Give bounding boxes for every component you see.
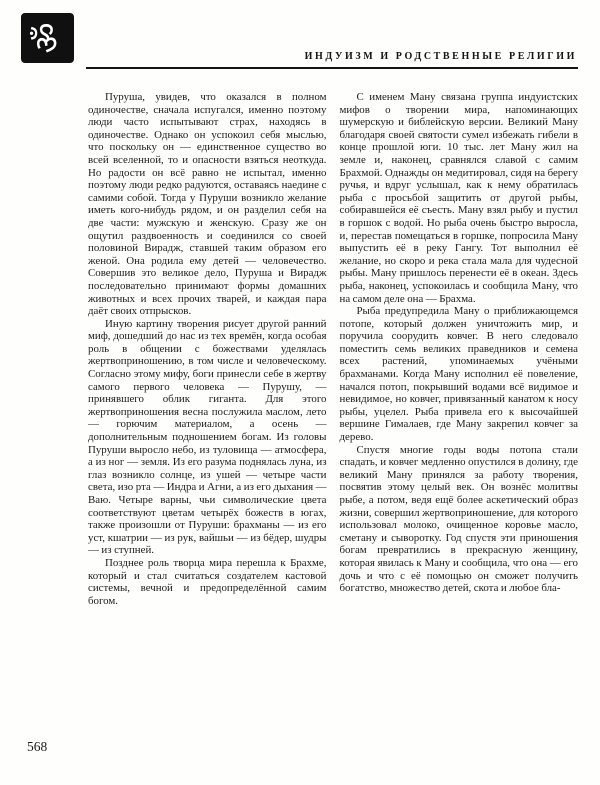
om-symbol-icon	[21, 13, 74, 63]
paragraph: С именем Ману связана группа индуистских мифов о творении мира, напоминающих шумерскую и библейскую версии. Великий Ману благодаря своей святости сумел избежать гибели в конце прошлой юги. 10 тыс. лет Ману жил на земле и, наконец, сравнялся славой с самим Брахмой. Однажды он медитировал, сидя на берегу ручья, и вдруг услышал, как к нему обратилась рыба с просьбой защитить от другой рыбы, собиравшейся её съесть. Ману взял рыбу и пустил в горшок с водой. Но рыба очень быстро выросла, и, перестав помещаться в горшке, попросила Ману выпустить её в реку Гангу. Тот выполнил её желание, но скоро и река стала мала для чудесной рыбы. Ману пришлось перенести её в океан. Здесь рыба, наконец, успокоилась и сообщила Ману, что на самом деле она — Брахма.	[339, 91, 578, 305]
paragraph: Иную картину творения рисует другой ранний миф, дошедший до нас из тех времён, когда особая роль в общении с божествами уделялась жертвоприношению, в том числе и человеческому. Согласно этому мифу, боги принесли себе в жертву самого первого человека — Пурушу, — принявшего облик гиганта. Для этого жертвоприношения весна послужила маслом, лето — горючим материалом, а осень — дополнительным подношением богам. Из головы Пуруши выросло небо, из туловища — атмосфера, а из ног — земля. Из его разума поднялась луна, из глаз возникло солнце, из ушей — четыре части света, изо рта — Индра и Агни, а из его дыхания — Ваю. Четыре варны, чьи символические цвета соответствуют цветам четырёх божеств в югах, также произошли от Пуруши: брахманы — из его уст, кшатрии — из рук, вайшьи — из бёдер, шудры — из ступней.	[88, 317, 327, 557]
header-divider	[86, 67, 578, 69]
om-glyph: ॐ	[27, 22, 68, 54]
running-header: ИНДУИЗМ И РОДСТВЕННЫЕ РЕЛИГИИ	[304, 51, 577, 62]
paragraph: Рыба предупредила Ману о приближающемся потопе, который должен уничтожить мир, и поручила соорудить ковчег. В него следовало поместить семь великих праведников и семена всех растений, упоминаемых учёными брахманами. Когда Ману исполнил её повеление, начался потоп, покрывший водами всё видимое и невидимое, но ковчег, привязанный канатом к носу рыбы, уцелел. Рыба привела его к высочайшей вершине Гималаев, где Ману закрепил ковчег за дерево.	[339, 305, 578, 444]
page-number: 568	[27, 739, 48, 754]
left-column	[88, 91, 327, 607]
paragraph: Спустя многие годы воды потопа стали спадать, и ковчег медленно опустился в долину, где великий Ману принялся за работу творения, посвятив этому целый век. Он вознёс молитвы рыбе, а потом, ведя ещё более аскетический образ жизни, совершил жертвоприношение, для которого использовал молоко, очищенное коровье масло, сметану и сыворотку. Год спустя эти приношения богам превратились в прекрасную женщину, которая явилась к Ману и сообщила, что она — его дочь и что с её помощью он сможет получить богатство, множество детей, скота и любое бла-	[339, 443, 578, 595]
paragraph: Позднее роль творца мира перешла к Брахме, который и стал считаться создателем кастовой системы, вечной и предопределённой самим богом.	[88, 556, 327, 607]
right-column	[340, 91, 579, 607]
text-columns	[88, 91, 578, 607]
paragraph: Пуруша, увидев, что оказался в полном одиночестве, сначала испугался, именно поэтому люди часто испытывают страх, находясь в одиночестве. Однако он успокоил себя мыслью, что поскольку он — единственное существо во всей вселенной, то и опасности взяться неоткуда. Но радости он всё равно не испытал, именно поэтому люди редко радуются, оставаясь наедине с самими собой. Тогда у Пуруши возникло желание иметь кого-нибудь рядом, и он разделил себя на две части: мужскую и женскую. Сразу же он ощутил раздвоенность и соединился со своей половиной Вирадж, ставшей таким образом его женой. Она родила ему детей — человечество. Совершив это великое дело, Пуруша и Вирадж последовательно принимают формы домашних животных и всех прочих тварей, и каждая пара даёт своих отпрысков.	[88, 91, 327, 318]
